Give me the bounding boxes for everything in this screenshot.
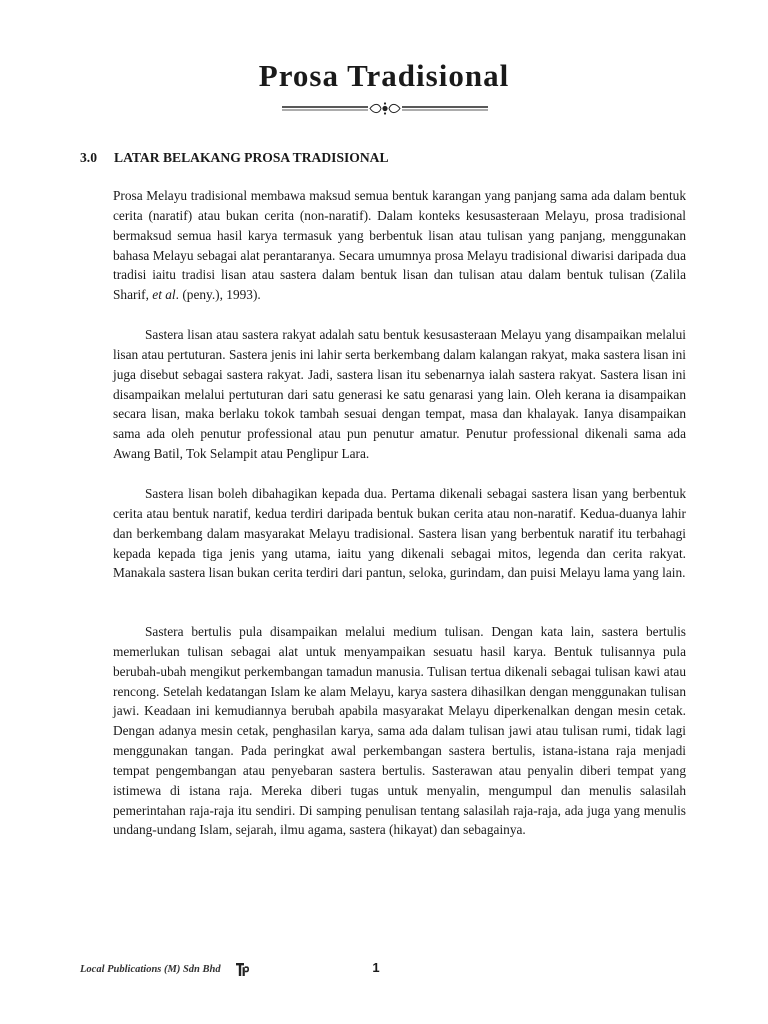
page-number: 1 bbox=[372, 960, 380, 975]
paragraph-3-text: Sastera lisan boleh dibahagikan kepada dua. Pertama dikenali sebagai sastera lisan yang berbentuk cerita atau bentuk naratif, kedua terdiri daripada bentuk bukan cerita atau non-naratif. Kedua-duanya lahir dan berkembang dalam masyarakat Melayu tradisional. Sastera lisan yang berbentuk naratif itu terbahagi kepada kepada tiga jenis yang utama, iaitu yang dikenali sebagai mitos, legenda dan cerita rakyat. Manakala sastera lisan bukan cerita terdiri dari pantun, seloka, gurindam, dan puisi Melayu lama yang lain. bbox=[113, 486, 686, 581]
section-title: LATAR BELAKANG PROSA TRADISIONAL bbox=[114, 150, 389, 165]
paragraph-1 bbox=[113, 186, 686, 305]
paragraph-4 bbox=[113, 622, 686, 840]
publisher-logo-icon bbox=[236, 963, 249, 976]
paragraph-1-italic-text: et al bbox=[152, 287, 176, 303]
paragraph-1-tail-text: . (peny.), 1993). bbox=[175, 287, 261, 303]
paragraph-2-text: Sastera lisan atau sastera rakyat adalah satu bentuk kesusasteraan Melayu yang disampaikan melalui lisan atau pertuturan. Sastera jenis ini lahir serta berkembang dalam kalangan rakyat, maka sastera lisan ini juga disebut sebagai sastera rakyat. Jadi, sastera lisan itu sebenarnya ialah sastera rakyat. Sastera lisan ini disampaikan melalui pertuturan dari satu generasi ke satu genarasi yang lain. Oleh kerana ia disampaikan secara lisan, maka berlaku tokok tambah sesuai dengan tempat, masa dan khalayak. Ianya disampaikan sama ada oleh penutur professional atau pun penutur amatur. Penutur professional dikenali sama ada Awang Batil, Tok Selampit atau Penglipur Lara. bbox=[113, 327, 686, 462]
section-number: 3.0 bbox=[80, 150, 97, 165]
page-title: Prosa Tradisional bbox=[258, 58, 510, 93]
paragraph-2 bbox=[113, 325, 686, 464]
title-divider-ornament-icon bbox=[282, 100, 488, 118]
section-heading bbox=[80, 148, 700, 168]
paragraph-1-text: Prosa Melayu tradisional membawa maksud semua bentuk karangan yang panjang sama ada dalam bentuk cerita (naratif) atau bukan cerita (non-naratif). Dalam konteks kesusasteraan Melayu, prosa tradisional bermaksud semua hasil karya termasuk yang berbentuk lisan atau tulisan yang panjang, menggunakan bahasa Melayu sebagai alat perantaranya. Secara umumnya prosa Melayu tradisional diwarisi daripada dua tradisi iaitu tradisi lisan atau sastera dalam bentuk lisan dan tulisan atau dalam bentuk tulisan (Zalila Sharif, bbox=[113, 188, 686, 303]
footer-publisher: Local Publications (M) Sdn Bhd bbox=[80, 964, 221, 975]
paragraph-3 bbox=[113, 484, 686, 583]
paragraph-4-text: Sastera bertulis pula disampaikan melalui medium tulisan. Dengan kata lain, sastera bertulis memerlukan tulisan sebagai alat untuk menyampaikan sesuatu hasil karya. Bentuk tulisannya pula berubah-ubah mengikut perkembangan tamadun manusia. Tulisan tertua dikenali sebagai tulisan kawi atau rencong. Setelah kedatangan Islam ke alam Melayu, karya sastera dihasilkan dengan menggunakan tulisan jawi. Keadaan ini kemudiannya berubah apabila masyarakat Melayu diperkenalkan dengan mesin cetak. Dengan adanya mesin cetak, penghasilan karya, sama ada dalam tulisan jawi atau tulisan rumi, tidak lagi menggunakan tangan. Pada peringkat awal perkembangan sastera bertulis, istana-istana raja menjadi tempat pengembangan atau penyebaran sastera bertulis. Sasterawan atau penyalin diberi tempat yang istimewa di istana raja. Mereka diberi tugas untuk menyalin, mengumpul dan menulis salasilah pemerintahan raja-raja itu sendiri. Di samping penulisan tentang salasilah raja-raja, ada juga yang menulis undang-undang Islam, sejarah, ilmu agama, sastera (hikayat) dan sebagainya. bbox=[113, 624, 686, 838]
